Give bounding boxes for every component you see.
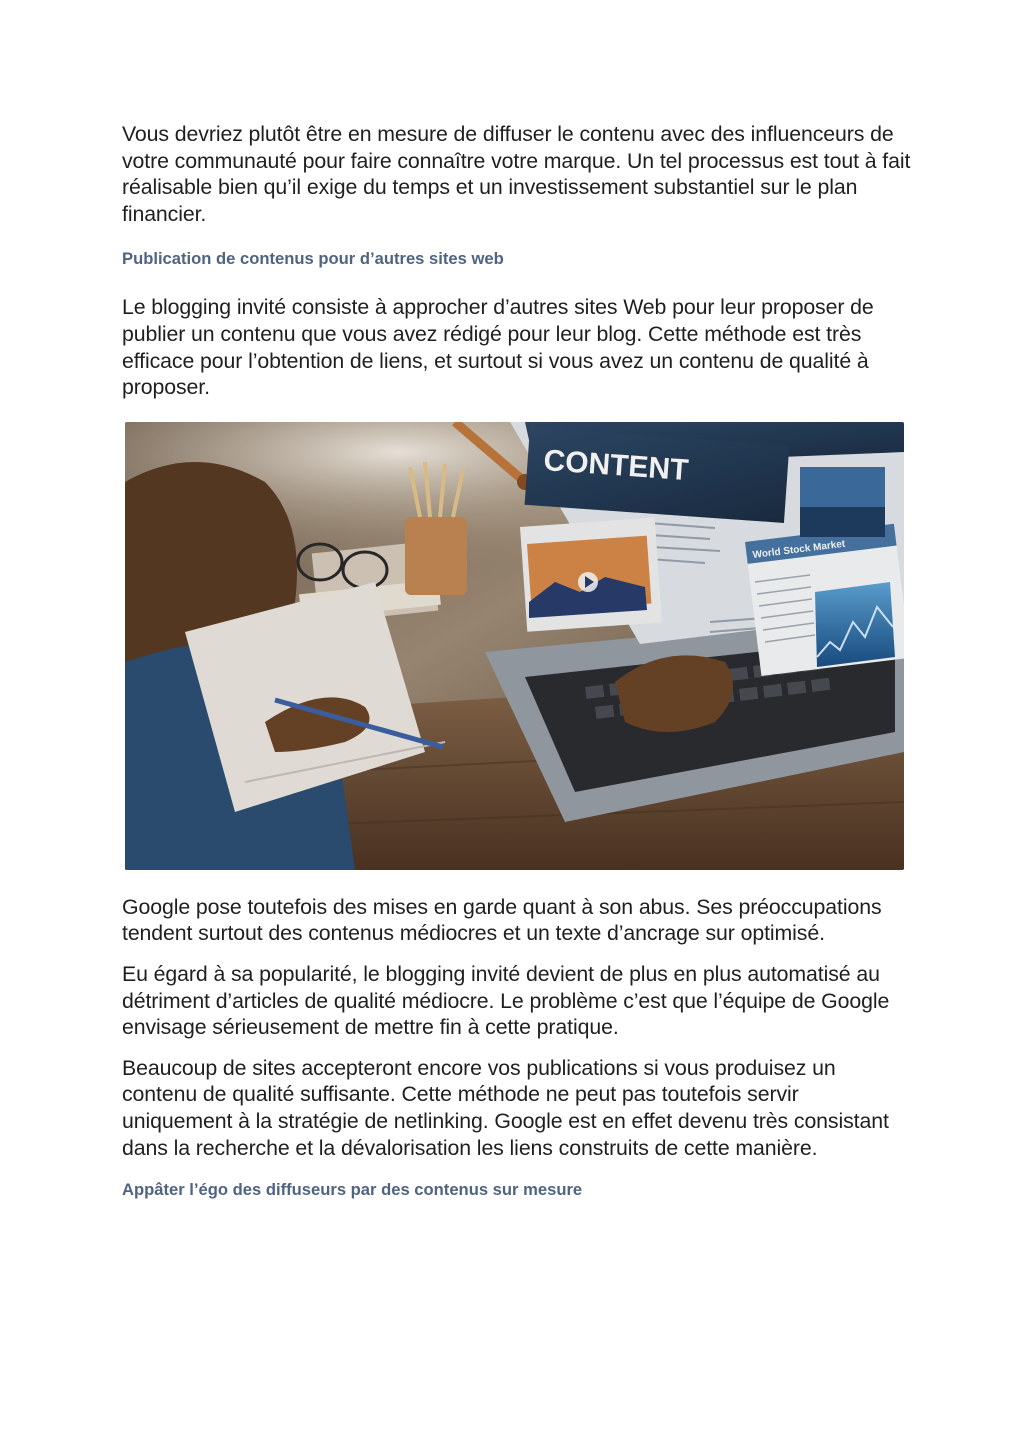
paragraph: Google pose toutefois des mises en garde quant à son abus. Ses préoccupations tendent surtout des contenus médiocres et un texte d’ancrage sur optimisé.: [122, 894, 882, 946]
paragraph: Eu égard à sa popularité, le blogging invité devient de plus en plus automatisé au détriment d’articles de qualité médiocre. Le problème c’est que l’équipe de Google envisage sérieusement de mettre fin à cette pratique.: [122, 961, 890, 1040]
screen-title: CONTENT: [542, 443, 690, 487]
section-heading: Appâter l’égo des diffuseurs par des contenus sur mesure: [122, 1180, 583, 1200]
paragraph: Vous devriez plutôt être en mesure de diffuser le contenu avec des influenceurs de votre communauté pour faire connaître votre marque. Un tel processus est tout à fait réalisable bien qu’il exige du temps et un investissement substantiel sur le plan financier.: [122, 122, 911, 226]
stock-panel-title: World Stock Market: [752, 538, 846, 561]
laptop-content-photo: [125, 422, 904, 870]
section-heading: Publication de contenus pour d’autres sites web: [122, 249, 504, 269]
paragraph: Le blogging invité consiste à approcher d’autres sites Web pour leur proposer de publier un contenu que vous avez rédigé pour leur blog. Cette méthode est très efficace pour l’obtention de liens, et surtout si vous avez un contenu de qualité à proposer.: [122, 295, 874, 400]
article-photo: [125, 422, 904, 870]
document-body: [122, 121, 912, 1200]
paragraph: Beaucoup de sites accepteront encore vos publications si vous produisez un contenu de qualité suffisante. Cette méthode ne peut pas toutefois servir uniquement à la stratégie de netlinking. Google est en effet devenu très consistant dans la recherche et la dévalorisation les liens construits de cette manière.: [122, 1055, 889, 1160]
